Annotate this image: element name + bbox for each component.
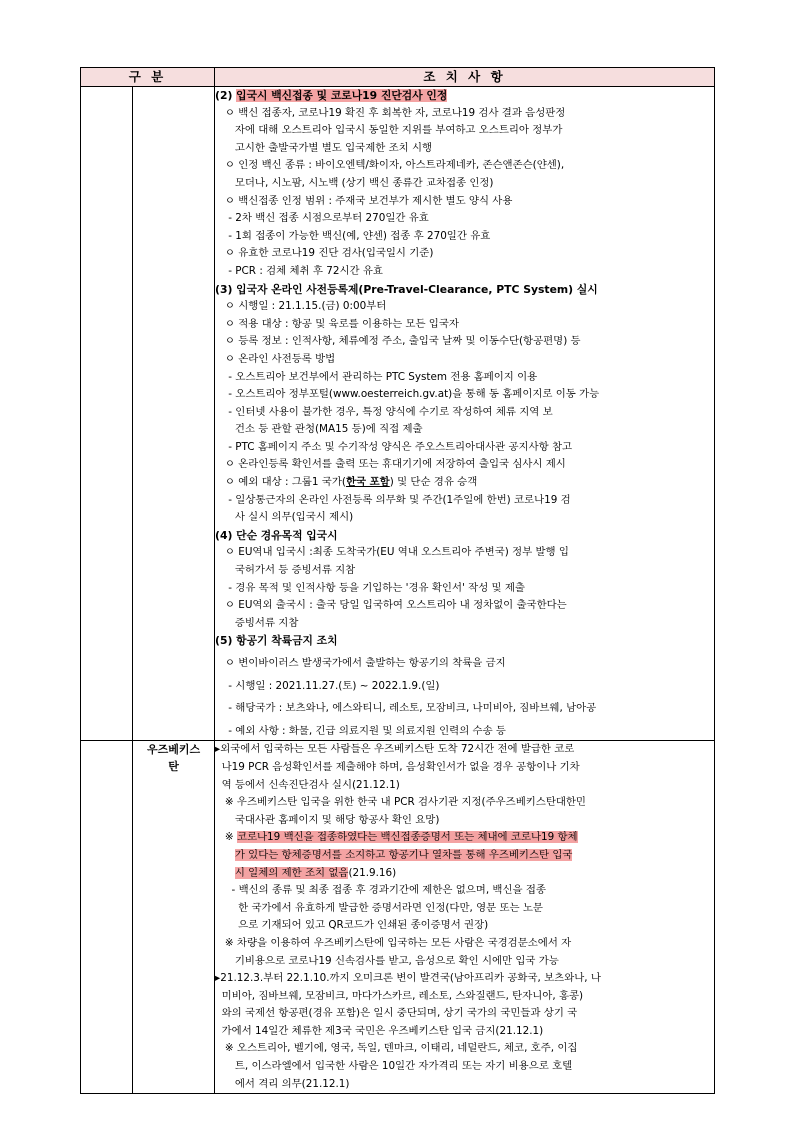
text-line	[215, 439, 714, 457]
text-line	[215, 1023, 714, 1041]
text-line	[215, 351, 714, 369]
text-segment: 건소 등 관할 관청(MA15 등)에 직접 제출	[215, 423, 423, 436]
text-segment: ※ 차량을 이용하여 우즈베키스탄에 입국하는 모든 사람은 국경검문소에서 자	[215, 936, 572, 949]
country-group-cell	[81, 87, 133, 741]
text-segment: 사 실시 의무(입국시 제시)	[215, 511, 354, 524]
text-segment: - 1회 접종이 가능한 백신(예, 얀센) 접종 후 270일간 유효	[215, 229, 491, 242]
text-segment: ※	[215, 831, 237, 844]
text-segment: - 오스트리아 보건부에서 관리하는 PTC System 전용 홈페이지 이용	[215, 370, 538, 383]
measures-cell-uzbekistan	[215, 741, 715, 1094]
text-line	[215, 175, 714, 193]
text-line	[215, 865, 714, 883]
text-segment: ▸외국에서 입국하는 모든 사람들은 우즈베키스탄 도착 72시간 전에 발급한 코로	[215, 743, 575, 756]
text-segment: ㅇ 변이바이러스 발생국가에서 출발하는 항공기의 착륙을 금지	[215, 657, 506, 669]
text-segment: ㅇ 시행일 : 21.1.15.(금) 0:00부터	[215, 300, 387, 313]
text-line	[215, 847, 714, 865]
text-segment: ※ 오스트리아, 벨기에, 영국, 독일, 덴마크, 이태리, 네덜란드, 체코, 호주, 이집	[215, 1042, 578, 1055]
text-segment: 트, 이스라엘에서 입국한 사람은 10일간 자가격리 또는 자기 비용으로 호텔	[215, 1060, 573, 1073]
text-line	[215, 655, 714, 673]
text-segment: 고시한 출발국가별 별도 입국제한 조치 시행	[215, 141, 433, 154]
text-segment: 미비아, 짐바브웨, 모잠비크, 마다가스카르, 레소토, 스와질랜드, 탄자니아, 홍콩)	[215, 989, 584, 1002]
text-line	[215, 700, 714, 718]
text-line	[215, 953, 714, 971]
text-segment: ㅇ 유효한 코로나19 진단 검사(입국일시 기준)	[215, 247, 434, 260]
text-segment: ) 및 단순 경유 승객	[389, 476, 478, 489]
text-line	[215, 723, 714, 741]
highlighted-text: 코로나19 백신을 접종하였다는 백신접종증명서 또는 체내에 코로나19 항체	[236, 831, 578, 844]
text-line	[215, 316, 714, 334]
measures-cell-austria	[215, 87, 715, 741]
text-segment: ㅇ 온라인등록 확인서를 출력 또는 휴대기기에 저장하여 출입국 심사시 제시	[215, 458, 566, 471]
text-line	[215, 812, 714, 830]
text-line	[215, 474, 714, 492]
text-line	[215, 193, 714, 211]
section-heading	[215, 527, 714, 545]
text-line	[215, 917, 714, 935]
text-segment: - 백신의 종류 및 최종 접종 후 경과기간에 제한은 없으며, 백신을 접종	[215, 884, 546, 897]
text-segment: 와의 국제선 항공편(경유 포함)은 일시 중단되며, 상기 국가의 국민들과 상기 국	[215, 1007, 578, 1020]
text-segment: - PCR : 검체 체취 후 72시간 유효	[215, 264, 383, 277]
section-heading	[215, 281, 714, 299]
text-segment	[215, 849, 235, 861]
country-cell-austria	[133, 87, 215, 741]
text-segment: - 2차 백신 접종 시점으로부터 270일간 유효	[215, 212, 429, 225]
text-segment: - 경유 목적 및 인적사항 등을 기입하는 '경유 확인서' 작성 및 제출	[215, 581, 525, 594]
text-line	[215, 580, 714, 598]
text-segment: - PTC 홈페이지 주소 및 수기작성 양식은 주오스트리아대사관 공지사항 참고	[215, 440, 573, 453]
text-segment: ▸21.12.3.부터 22.1.10.까지 오미크론 변이 발견국(남아프리카 공화국, 보츠와나, 나	[215, 972, 601, 985]
table-header-row	[81, 68, 715, 87]
text-segment: ㅇ 등록 정보 : 인적사항, 체류예정 주소, 출입국 날짜 및 이동수단(항공편명) 등	[215, 335, 581, 348]
text-line	[215, 597, 714, 615]
text-line	[215, 1058, 714, 1076]
text-line	[215, 228, 714, 246]
text-line	[215, 404, 714, 422]
text-line	[215, 829, 714, 847]
text-line	[215, 333, 714, 351]
text-line	[215, 1040, 714, 1058]
text-segment: 모더나, 시노팜, 시노백 (상기 백신 종류간 교차접종 인정)	[215, 176, 494, 189]
text-segment: ㅇ 백신 접종자, 코로나19 확진 후 회복한 자, 코로나19 검사 결과 음성판정	[215, 106, 566, 119]
text-line	[215, 562, 714, 580]
country-name-line: 탄	[168, 760, 179, 774]
text-segment: 한 국가에서 유효하게 발급한 증명서라면 인정(다만, 영문 또는 노문	[215, 901, 543, 914]
text-line	[215, 1076, 714, 1094]
country-name-line: 우즈베키스	[146, 743, 201, 757]
text-segment: 에서 격리 의무(21.12.1)	[215, 1077, 350, 1090]
highlighted-text: 가 있다는 항체증명서를 소지하고 항공기나 열차를 통해 우즈베키스탄 입국	[234, 848, 573, 861]
text-segment: ㅇ EU역외 출국시 : 출국 당일 입국하여 오스트리아 내 정차없이 출국한다는	[215, 599, 567, 612]
text-line	[215, 456, 714, 474]
text-segment: - 해당국가 : 보츠와나, 에스와티니, 레소토, 모잠비크, 나미비아, 짐바브웨, 남아공	[215, 702, 597, 715]
text-line	[215, 988, 714, 1006]
header-measures: 조 치 사 항	[215, 68, 715, 87]
section-heading	[215, 632, 714, 650]
text-segment: (5) 항공기 착륙금지 조치	[215, 634, 338, 648]
text-line	[215, 1005, 714, 1023]
text-segment: - 예외 사항 : 화물, 긴급 의료지원 및 의료지원 인력의 수송 등	[215, 724, 506, 737]
text-line	[215, 140, 714, 158]
text-line	[215, 492, 714, 510]
text-segment: 으로 기재되어 있고 QR코드가 인쇄된 종이증명서 권장)	[215, 919, 489, 932]
text-line	[215, 970, 714, 988]
text-line	[215, 105, 714, 123]
text-line	[215, 245, 714, 263]
text-segment: ㅇ 온라인 사전등록 방법	[215, 352, 336, 365]
measures-table	[80, 67, 715, 1094]
section-heading	[215, 87, 714, 105]
text-line	[215, 369, 714, 387]
highlighted-text: 시 일체의 제한 조치 없음	[234, 866, 349, 879]
text-segment: 국허가서 등 증빙서류 지참	[215, 564, 356, 577]
text-segment: ㅇ EU역내 입국시 :최종 도착국가(EU 역내 오스트리아 주변국) 정부 발행 입	[215, 546, 569, 559]
text-segment: - 인터넷 사용이 불가한 경우, 특정 양식에 수기로 작성하여 체류 지역 보	[215, 405, 553, 418]
text-segment: - 일상통근자의 온라인 사전등록 의무화 및 주간(1주일에 한번) 코로나19 검	[215, 493, 571, 506]
text-line	[215, 509, 714, 527]
text-segment: ※ 우즈베키스탄 입국을 위한 한국 내 PCR 검사기관 지정(주우즈베키스탄대한민	[215, 796, 586, 809]
text-line	[215, 298, 714, 316]
text-line	[215, 882, 714, 900]
text-line	[215, 157, 714, 175]
text-segment: (4) 단순 경유목적 입국시	[215, 528, 338, 542]
text-segment: 증빙서류 지참	[215, 616, 299, 629]
text-line	[215, 263, 714, 281]
text-line	[215, 544, 714, 562]
text-segment: (3) 입국자 온라인 사전등록제(Pre-Travel-Clearance, PTC System) 실시	[215, 282, 598, 296]
table-row-uzbekistan	[81, 741, 715, 1094]
highlighted-text: 입국시 백신접종 및 코로나19 진단검사 인정	[236, 89, 448, 102]
text-segment: 가에서 14일간 체류한 제3국 국민은 우즈베키스탄 입국 금지(21.12.1)	[215, 1024, 544, 1037]
text-segment: 기비용으로 코로나19 신속검사를 받고, 음성으로 확인 시에만 입국 가능	[215, 954, 559, 967]
text-line	[215, 421, 714, 439]
text-segment: ㅇ 백신접종 인정 범위 : 주재국 보건부가 제시한 별도 양식 사용	[215, 194, 513, 207]
emphasized-text: 한국 포함	[345, 476, 390, 489]
text-line	[215, 386, 714, 404]
text-segment: 역 등에서 신속진단검사 실시(21.12.1)	[215, 778, 400, 791]
text-segment	[215, 867, 235, 879]
country-cell-uzbekistan	[133, 741, 215, 1094]
text-line	[215, 210, 714, 228]
text-segment: ㅇ 예외 대상 : 그룹1 국가(	[215, 476, 346, 489]
text-line	[215, 678, 714, 696]
text-segment: 자에 대해 오스트리아 입국시 동일한 지위를 부여하고 오스트리아 정부가	[215, 124, 563, 137]
text-line	[215, 615, 714, 633]
text-line	[215, 777, 714, 795]
text-line	[215, 794, 714, 812]
text-line	[215, 935, 714, 953]
text-segment: - 오스트리아 정부포털(www.oesterreich.gv.at)을 통해 동 홈페이지로 이동 가능	[215, 388, 600, 401]
header-category: 구 분	[81, 68, 215, 87]
table-row-austria	[81, 87, 715, 741]
text-line	[215, 741, 714, 759]
text-line	[215, 900, 714, 918]
text-segment: ㅇ 적용 대상 : 항공 및 육로를 이용하는 모든 입국자	[215, 317, 459, 330]
country-group-cell	[81, 741, 133, 1094]
text-segment: 나19 PCR 음성확인서를 제출해야 하며, 음성확인서가 없을 경우 공항이나 기차	[215, 760, 580, 773]
text-segment: (21.9.16)	[348, 866, 397, 879]
text-line	[215, 122, 714, 140]
text-segment: (2)	[215, 89, 237, 102]
text-segment: 국대사관 홈페이지 및 해당 항공사 확인 요망)	[215, 813, 440, 826]
text-line	[215, 759, 714, 777]
text-segment: - 시행일 : 2021.11.27.(토) ~ 2022.1.9.(일)	[215, 679, 440, 692]
text-segment: ㅇ 인정 백신 종류 : 바이오엔텍/화이자, 아스트라제네카, 존슨앤존슨(얀센),	[215, 159, 565, 172]
